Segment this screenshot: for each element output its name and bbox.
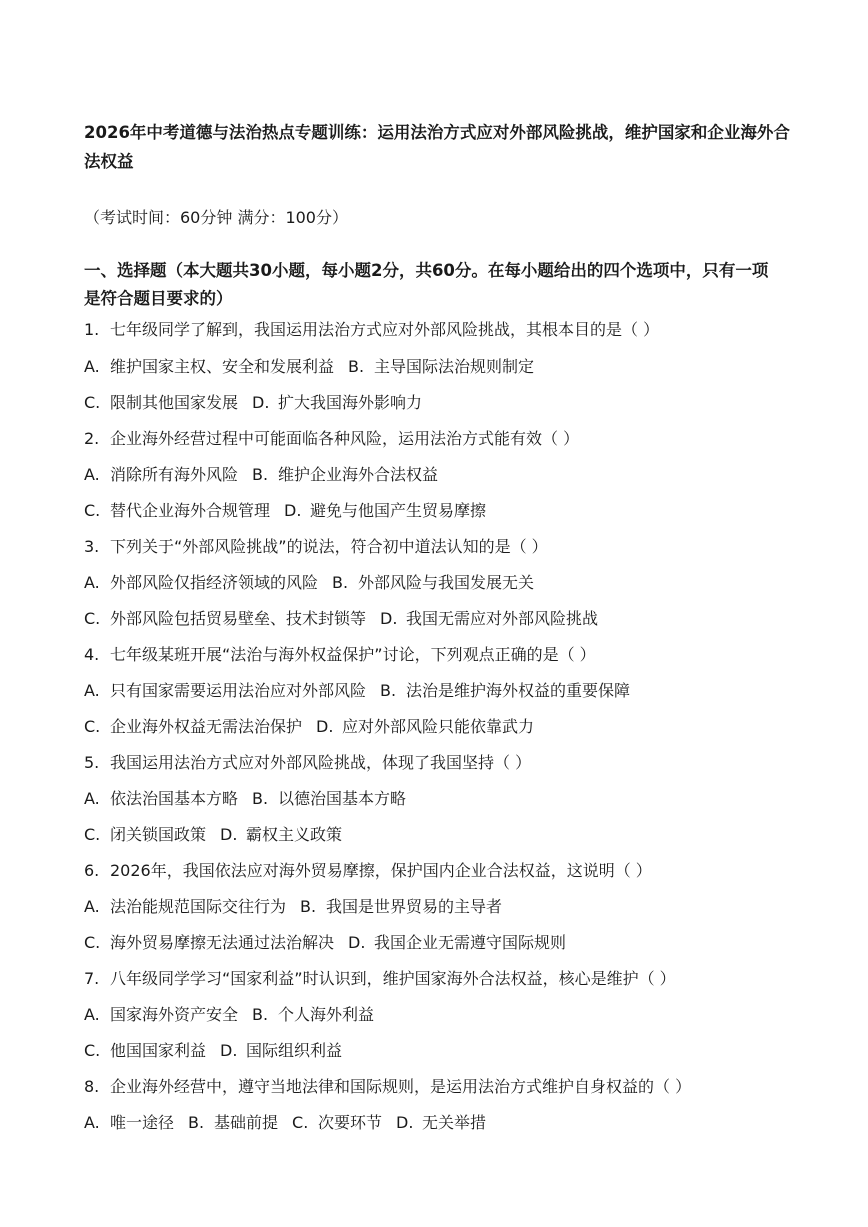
question-number: 3.: [84, 537, 100, 556]
option-label: D.: [220, 1041, 238, 1060]
question-7-options-ab: [84, 1003, 374, 1027]
option-text: 我国无需应对外部风险挑战: [406, 609, 599, 628]
question-text: 七年级某班开展“法治与海外权益保护”讨论，下列观点正确的是（ ）: [110, 645, 596, 664]
option-label: B.: [380, 681, 397, 700]
option-label: C.: [84, 393, 101, 412]
question-text: 2026年，我国依法应对海外贸易摩擦，保护国内企业合法权益，这说明（ ）: [110, 861, 652, 880]
question-6-options-cd: [84, 931, 566, 955]
question-3-stem: [84, 535, 548, 559]
question-text: 我国运用法治方式应对外部风险挑战，体现了我国坚持（ ）: [110, 753, 532, 772]
option-text: 主导国际法治规则制定: [374, 357, 535, 376]
question-number: 6.: [84, 861, 100, 880]
option-label: A.: [84, 357, 100, 376]
option-text: 次要环节: [318, 1113, 383, 1132]
option-text: 国际组织利益: [246, 1041, 343, 1060]
page-title: 2026年中考道德与法治热点专题训练：运用法治方式应对外部风险挑战，维护国家和企业海外合法权益: [84, 123, 790, 171]
option-label: C.: [84, 1041, 101, 1060]
option-text: 以德治国基本方略: [278, 789, 407, 808]
option-text: 唯一途径: [110, 1113, 175, 1132]
option-text: 消除所有海外风险: [110, 465, 239, 484]
question-text: 下列关于“外部风险挑战”的说法，符合初中道法认知的是（ ）: [110, 537, 548, 556]
option-label: D.: [348, 933, 366, 952]
option-text: 我国企业无需遵守国际规则: [374, 933, 567, 952]
option-text: 外部风险仅指经济领域的风险: [110, 573, 319, 592]
option-text: 海外贸易摩擦无法通过法治解决: [110, 933, 335, 952]
option-text: 个人海外利益: [278, 1005, 375, 1024]
exam-info: （考试时间：60分钟 满分：100分）: [84, 208, 348, 227]
option-label: C.: [292, 1113, 309, 1132]
option-text: 应对外部风险只能依靠武力: [342, 717, 535, 736]
question-7-stem: [84, 967, 676, 991]
option-label: D.: [380, 609, 398, 628]
option-text: 限制其他国家发展: [110, 393, 239, 412]
option-text: 替代企业海外合规管理: [110, 501, 271, 520]
question-number: 1.: [84, 320, 100, 339]
option-text: 无关举措: [422, 1113, 487, 1132]
question-text: 企业海外经营中，遵守当地法律和国际规则，是运用法治方式维护自身权益的（ ）: [110, 1077, 692, 1096]
option-label: A.: [84, 465, 100, 484]
option-label: A.: [84, 1113, 100, 1132]
question-1-stem: [84, 318, 659, 342]
option-label: C.: [84, 501, 101, 520]
option-text: 外部风险包括贸易壁垒、技术封锁等: [110, 609, 367, 628]
question-4-options-cd: [84, 715, 534, 739]
question-2-options-ab: [84, 463, 438, 487]
question-5-options-ab: [84, 787, 406, 811]
option-text: 他国国家利益: [110, 1041, 207, 1060]
option-text: 依法治国基本方略: [110, 789, 239, 808]
option-label: B.: [188, 1113, 205, 1132]
option-label: D.: [252, 393, 270, 412]
option-label: B.: [252, 789, 269, 808]
question-8-stem: [84, 1075, 691, 1099]
question-1-options-ab: [84, 355, 534, 379]
question-6-stem: [84, 859, 652, 883]
option-text: 外部风险与我国发展无关: [358, 573, 535, 592]
option-label: A.: [84, 681, 100, 700]
section-heading: 一、选择题（本大题共30小题，每小题2分，共60分。在每小题给出的四个选项中，只有一项是符合题目要求的）: [84, 261, 769, 308]
option-text: 霸权主义政策: [246, 825, 343, 844]
option-label: B.: [252, 1005, 269, 1024]
option-label: D.: [220, 825, 238, 844]
question-number: 8.: [84, 1077, 100, 1096]
question-7-options-cd: [84, 1039, 342, 1063]
option-text: 企业海外权益无需法治保护: [110, 717, 303, 736]
option-text: 我国是世界贸易的主导者: [326, 897, 503, 916]
question-number: 7.: [84, 969, 100, 988]
option-label: A.: [84, 1005, 100, 1024]
option-label: A.: [84, 789, 100, 808]
question-4-options-ab: [84, 679, 630, 703]
question-text: 企业海外经营过程中可能面临各种风险，运用法治方式能有效（ ）: [110, 429, 580, 448]
option-label: B.: [348, 357, 365, 376]
question-number: 5.: [84, 753, 100, 772]
option-label: C.: [84, 933, 101, 952]
option-text: 只有国家需要运用法治应对外部风险: [110, 681, 367, 700]
option-text: 基础前提: [214, 1113, 279, 1132]
option-text: 维护企业海外合法权益: [278, 465, 439, 484]
option-label: A.: [84, 573, 100, 592]
question-6-options-ab: [84, 895, 502, 919]
option-text: 法治能规范国际交往行为: [110, 897, 287, 916]
question-8-options: [84, 1111, 486, 1135]
option-text: 法治是维护海外权益的重要保障: [406, 681, 631, 700]
question-5-stem: [84, 751, 531, 775]
question-text: 八年级同学学习“国家利益”时认识到，维护国家海外合法权益，核心是维护（ ）: [110, 969, 676, 988]
option-text: 维护国家主权、安全和发展利益: [110, 357, 335, 376]
option-label: A.: [84, 897, 100, 916]
option-text: 闭关锁国政策: [110, 825, 207, 844]
question-3-options-cd: [84, 607, 598, 631]
option-label: C.: [84, 717, 101, 736]
option-label: C.: [84, 825, 101, 844]
option-text: 国家海外资产安全: [110, 1005, 239, 1024]
question-number: 4.: [84, 645, 100, 664]
question-text: 七年级同学了解到，我国运用法治方式应对外部风险挑战，其根本目的是（ ）: [110, 320, 660, 339]
question-2-options-cd: [84, 499, 486, 523]
option-label: B.: [252, 465, 269, 484]
question-number: 2.: [84, 429, 100, 448]
option-label: B.: [332, 573, 349, 592]
option-label: D.: [316, 717, 334, 736]
option-label: C.: [84, 609, 101, 628]
question-1-options-cd: [84, 391, 422, 415]
question-5-options-cd: [84, 823, 342, 847]
question-4-stem: [84, 643, 596, 667]
question-3-options-ab: [84, 571, 534, 595]
option-label: D.: [396, 1113, 414, 1132]
option-text: 扩大我国海外影响力: [278, 393, 423, 412]
question-2-stem: [84, 427, 579, 451]
option-label: D.: [284, 501, 302, 520]
option-text: 避免与他国产生贸易摩擦: [310, 501, 487, 520]
option-label: B.: [300, 897, 317, 916]
